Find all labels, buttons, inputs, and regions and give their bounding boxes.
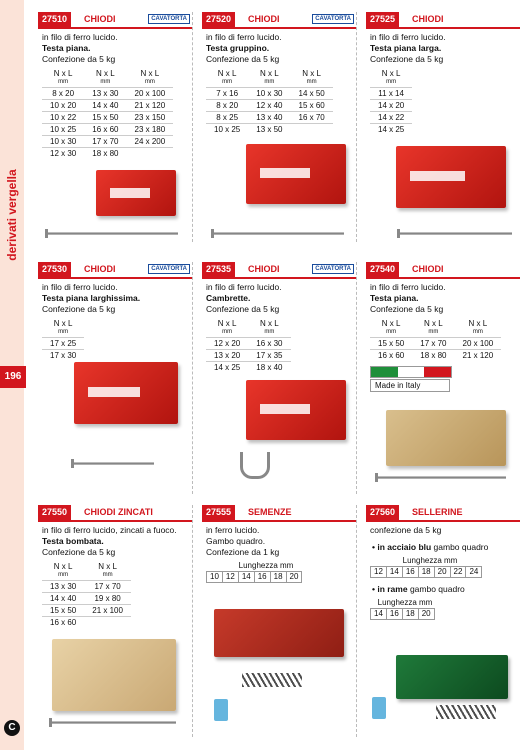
sizes-table (206, 319, 291, 373)
length-label: Lunghezza mm (238, 561, 294, 570)
table-row: 10 x 22 15 x 50 23 x 150 (42, 112, 173, 124)
card-header (202, 12, 356, 29)
col-header: N x L mm (424, 319, 443, 335)
page-number: 196 (0, 366, 26, 388)
table-row: 14 x 20 (370, 100, 412, 112)
staple-image (240, 452, 270, 479)
table-row: 12 14 16 18 20 22 24 (371, 567, 482, 578)
product-code: 27560 (366, 505, 399, 520)
product-description: in filo di ferro lucido, zincati a fuoco. Testa bombata. Confezione da 5 kg (42, 525, 177, 557)
product-card-27520 (202, 12, 357, 242)
sizes-table (370, 319, 501, 361)
product-code: 27510 (38, 12, 71, 27)
col-header: N x L mm (260, 319, 279, 335)
sizes-table (42, 69, 173, 159)
card-header (202, 262, 356, 279)
table-row: 13 x 20 17 x 35 (206, 350, 291, 362)
product-card-27540 (366, 262, 520, 494)
nail-image (214, 232, 344, 235)
col-header: N x L mm (53, 562, 73, 578)
product-card-27560 (366, 505, 520, 737)
col-header: N x L mm (381, 319, 401, 335)
made-in-italy-label: Made in Italy (370, 379, 450, 392)
table-row: 7 x 16 10 x 30 14 x 50 (206, 88, 333, 100)
product-code: 27540 (366, 262, 399, 277)
table-row: 15 x 50 21 x 100 (42, 605, 131, 617)
product-box-image (386, 410, 506, 466)
tacks-pile-image (242, 673, 302, 687)
sizes-table (42, 319, 84, 361)
product-code: 27525 (366, 12, 399, 27)
product-card-27525 (366, 12, 520, 242)
tacks-pile-image (436, 705, 496, 719)
sizes-table (370, 69, 412, 135)
product-description: in filo di ferro lucido. Testa piana. Confezione da 5 kg (42, 32, 118, 64)
col-header: N x L mm (53, 319, 73, 335)
product-card-27535 (202, 262, 357, 494)
product-box-image (96, 170, 176, 216)
table-row: 12 x 20 16 x 30 (206, 338, 291, 350)
lengths-table (370, 608, 435, 620)
card-header (366, 505, 520, 522)
product-description: in filo di ferro lucido. Testa piana larghissima. Confezione da 5 kg (42, 282, 141, 314)
section-title: derivati vergella (5, 169, 19, 261)
product-card-27550 (38, 505, 193, 737)
product-description: confezione da 5 kg (370, 525, 442, 535)
table-row: 16 x 60 18 x 80 21 x 120 (370, 350, 501, 362)
table-row: 8 x 20 13 x 30 20 x 100 (42, 88, 173, 100)
product-title: CHIODI (412, 14, 444, 24)
product-code: 27555 (202, 505, 235, 520)
col-header: N x L mm (217, 69, 237, 85)
product-box-image (214, 609, 344, 657)
product-code: 27520 (202, 12, 235, 27)
product-title: CHIODI (248, 14, 280, 24)
table-row: 10 x 30 17 x 70 24 x 200 (42, 136, 173, 148)
variant-copper: • in rame gambo quadro (372, 584, 465, 594)
cavatorta-logo: CAVATORTA (312, 264, 354, 274)
table-row: 8 x 25 13 x 40 16 x 70 (206, 112, 333, 124)
product-card-27510 (38, 12, 193, 242)
table-row: 16 x 60 (42, 617, 131, 629)
italy-flag-icon (370, 366, 452, 378)
product-title: CHIODI (412, 264, 444, 274)
table-row: 14 16 18 20 (371, 609, 435, 620)
sizes-table (206, 69, 333, 135)
length-block (370, 598, 520, 620)
lengths-table (206, 571, 302, 583)
table-row: 14 x 40 19 x 80 (42, 593, 131, 605)
product-description: in filo di ferro lucido. Testa piana larga. Confezione da 5 kg (370, 32, 446, 64)
table-row: 12 x 30 18 x 80 (42, 148, 173, 160)
product-description: in filo di ferro lucido. Testa piana. Confezione da 5 kg (370, 282, 446, 314)
lengths-table (370, 566, 482, 578)
brand-mark-icon: C (4, 720, 20, 736)
product-title: CHIODI (84, 264, 116, 274)
nail-image (378, 476, 506, 479)
product-code: 27550 (38, 505, 71, 520)
card-header (38, 12, 192, 29)
table-row: 15 x 50 17 x 70 20 x 100 (370, 338, 501, 350)
product-title: CHIODI (84, 14, 116, 24)
length-label: Lunghezza mm (377, 598, 433, 607)
product-box-image (52, 639, 176, 711)
col-header: N x L mm (53, 69, 73, 85)
table-row: 10 12 14 16 18 20 (207, 572, 302, 583)
product-description: in filo di ferro lucido. Testa gruppino. Confezione da 5 kg (206, 32, 282, 64)
product-box-image (246, 144, 346, 204)
product-box-image (246, 380, 346, 440)
product-title: CHIODI (248, 264, 280, 274)
product-title: CHIODI ZINCATI (84, 507, 153, 517)
product-card-27555 (202, 505, 357, 737)
table-row: 8 x 20 12 x 40 15 x 60 (206, 100, 333, 112)
nail-image (400, 232, 512, 235)
tacks-bag-image (214, 699, 228, 721)
table-row: 10 x 20 14 x 40 21 x 120 (42, 100, 173, 112)
nail-image (52, 721, 176, 724)
table-row: 13 x 30 17 x 70 (42, 581, 131, 593)
card-header (366, 12, 520, 29)
cavatorta-logo: CAVATORTA (312, 14, 354, 24)
table-row: 17 x 25 (42, 338, 84, 350)
length-block (370, 556, 520, 578)
product-title: SEMENZE (248, 507, 292, 517)
product-title: SELLERINE (412, 507, 463, 517)
col-header: N x L mm (217, 319, 237, 335)
table-row: 14 x 25 (370, 124, 412, 136)
product-description: in ferro lucido. Gambo quadro. Confezione da 1 kg (206, 525, 280, 557)
tacks-bag-image (372, 697, 386, 719)
col-header: N x L mm (140, 69, 160, 85)
table-row: 10 x 25 16 x 60 23 x 180 (42, 124, 173, 136)
length-block (206, 561, 356, 583)
product-card-27530 (38, 262, 193, 494)
sizes-table (42, 562, 131, 628)
col-header: N x L mm (302, 69, 321, 85)
table-row: 17 x 30 (42, 350, 84, 362)
table-row: 14 x 25 18 x 40 (206, 362, 291, 374)
product-box-image (396, 655, 508, 699)
card-header (38, 262, 192, 279)
product-box-image (396, 146, 506, 208)
nail-image (74, 462, 154, 465)
product-code: 27535 (202, 262, 235, 277)
card-header (202, 505, 356, 522)
card-header (366, 262, 520, 279)
table-row: 11 x 14 (370, 88, 412, 100)
nail-image (48, 232, 178, 235)
col-header: N x L mm (260, 69, 279, 85)
product-description: in filo di ferro lucido. Cambrette. Confezione da 5 kg (206, 282, 282, 314)
product-code: 27530 (38, 262, 71, 277)
col-header: N x L mm (381, 69, 401, 85)
col-header: N x L mm (468, 319, 488, 335)
table-row: 10 x 25 13 x 50 (206, 124, 333, 136)
product-box-image (74, 362, 178, 424)
col-header: N x L mm (96, 69, 115, 85)
col-header: N x L mm (98, 562, 117, 578)
table-row: 14 x 22 (370, 112, 412, 124)
cavatorta-logo: CAVATORTA (148, 264, 190, 274)
cavatorta-logo: CAVATORTA (148, 14, 190, 24)
variant-blue-steel: • in acciaio blu gambo quadro (372, 542, 489, 552)
length-label: Lunghezza mm (402, 556, 458, 565)
card-header (38, 505, 192, 522)
